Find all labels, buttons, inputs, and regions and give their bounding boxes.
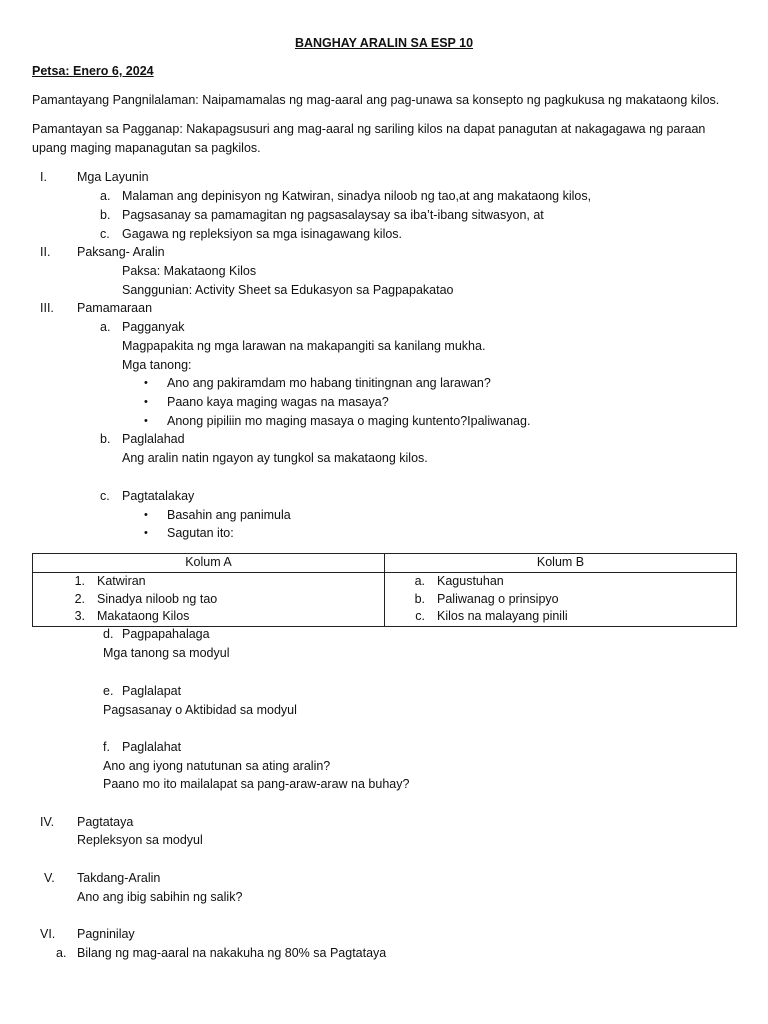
lesson-date: Petsa: Enero 6, 2024	[32, 64, 154, 78]
objective-c-marker: c.	[100, 227, 110, 241]
table-row	[385, 608, 736, 626]
step-e-title: Paglalapat	[122, 684, 182, 698]
section-3-label: Pamamaraan	[77, 301, 153, 315]
section-2-label: Paksang- Aralin	[77, 245, 165, 259]
row-text: Katwiran	[97, 574, 146, 588]
section-6-number: VI.	[40, 927, 56, 941]
step-c-marker: c.	[100, 489, 110, 503]
section-3-number: III.	[40, 301, 54, 315]
step-d-title: Pagpapahalaga	[122, 627, 210, 641]
step-a-description: Magpapakita ng mga larawan na makapangiti sa kanilang mukha.	[122, 339, 486, 353]
step-e-marker: e.	[103, 684, 114, 698]
step-a-questions-label: Mga tanong:	[122, 358, 192, 372]
section-5-description: Ano ang ibig sabihin ng salik?	[77, 890, 243, 904]
row-marker: c.	[415, 609, 425, 624]
objective-a-marker: a.	[100, 189, 111, 203]
question-item: Anong pipiliin mo maging masaya o maging kuntento?Ipaliwanag.	[167, 414, 531, 428]
table-row	[385, 573, 736, 591]
table-row	[33, 591, 384, 609]
section-6-item-marker: a.	[56, 946, 67, 960]
section-4-number: IV.	[40, 815, 55, 829]
row-marker: b.	[414, 591, 425, 606]
step-b-marker: b.	[100, 432, 111, 446]
row-text: Kilos na malayang pinili	[437, 609, 568, 624]
row-text: Makataong Kilos	[97, 609, 190, 624]
performance-standard: Pamantayan sa Pagganap: Nakapagsusuri ang mag-aaral ng sariling kilos na dapat panagutan at nakagagawa ng paraan upang maging mapanagutan sa pagkilos.	[32, 122, 706, 155]
subject-topic: Paksa: Makataong Kilos	[122, 264, 257, 278]
bullet-marker: •	[144, 509, 148, 521]
row-text: Paliwanag o prinsipyo	[437, 591, 559, 606]
section-5-number: V.	[44, 871, 55, 885]
matching-table	[32, 553, 737, 627]
bullet-marker: •	[144, 377, 148, 389]
step-f-question-1: Ano ang iyong natutunan sa ating aralin?	[103, 759, 331, 773]
table-row	[385, 591, 736, 609]
section-6-item: Bilang ng mag-aaral na nakakuha ng 80% sa Pagtataya	[77, 946, 387, 960]
discussion-item: Basahin ang panimula	[167, 508, 291, 522]
objective-b: Pagsasanay sa pamamagitan ng pagsasalaysay sa iba’t-ibang sitwasyon, at	[122, 208, 544, 222]
step-d-marker: d.	[103, 627, 114, 641]
row-marker: 2.	[74, 591, 85, 606]
table-row	[33, 608, 384, 626]
step-e-description: Pagsasanay o Aktibidad sa modyul	[103, 703, 297, 717]
row-text: Kagustuhan	[437, 574, 504, 588]
section-4-label: Pagtataya	[77, 815, 134, 829]
objective-a: Malaman ang depinisyon ng Katwiran, sinadya niloob ng tao,at ang makataong kilos,	[122, 189, 592, 203]
section-1-label: Mga Layunin	[77, 170, 149, 184]
bullet-marker: •	[144, 396, 148, 408]
row-marker: 1.	[74, 574, 85, 588]
row-text: Sinadya niloob ng tao	[97, 591, 218, 606]
content-standard: Pamantayang Pangnilalaman: Naipamamalas ng mag-aaral ang pag-unawa sa konsepto ng pagkukusa ng makataong kilos.	[32, 93, 720, 107]
column-b-cell	[385, 573, 737, 627]
question-item: Paano kaya maging wagas na masaya?	[167, 395, 389, 409]
step-a-marker: a.	[100, 320, 111, 334]
section-2-number: II.	[40, 245, 51, 259]
question-item: Ano ang pakiramdam mo habang tinitingnan ang larawan?	[167, 376, 491, 390]
section-4-description: Repleksyon sa modyul	[77, 833, 203, 847]
document-title: BANGHAY ARALIN SA ESP 10	[294, 36, 474, 50]
section-5-label: Takdang-Aralin	[77, 871, 161, 885]
column-b-header: Kolum B	[385, 554, 737, 573]
table-row	[33, 573, 384, 591]
objective-b-marker: b.	[100, 208, 111, 222]
step-b-description: Ang aralin natin ngayon ay tungkol sa makataong kilos.	[122, 451, 428, 465]
step-f-title: Paglalahat	[122, 740, 182, 754]
subject-reference: Sanggunian: Activity Sheet sa Edukasyon sa Pagpapakatao	[122, 283, 454, 297]
column-a-header: Kolum A	[33, 554, 385, 573]
step-b-title: Paglalahad	[122, 432, 185, 446]
section-6-label: Pagninilay	[77, 927, 135, 941]
column-a-cell	[33, 573, 385, 627]
section-1-number: I.	[40, 170, 47, 184]
step-c-title: Pagtatalakay	[122, 489, 195, 503]
step-f-marker: f.	[103, 740, 110, 754]
objective-c: Gagawa ng repleksiyon sa mga isinagawang kilos.	[122, 227, 403, 241]
step-a-title: Pagganyak	[122, 320, 185, 334]
discussion-item: Sagutan ito:	[167, 526, 234, 540]
row-marker: a.	[414, 574, 425, 588]
bullet-marker: •	[144, 527, 148, 539]
step-f-question-2: Paano mo ito mailalapat sa pang-araw-araw na buhay?	[103, 777, 410, 791]
row-marker: 3.	[74, 609, 85, 624]
bullet-marker: •	[144, 415, 148, 427]
step-d-description: Mga tanong sa modyul	[103, 646, 230, 660]
